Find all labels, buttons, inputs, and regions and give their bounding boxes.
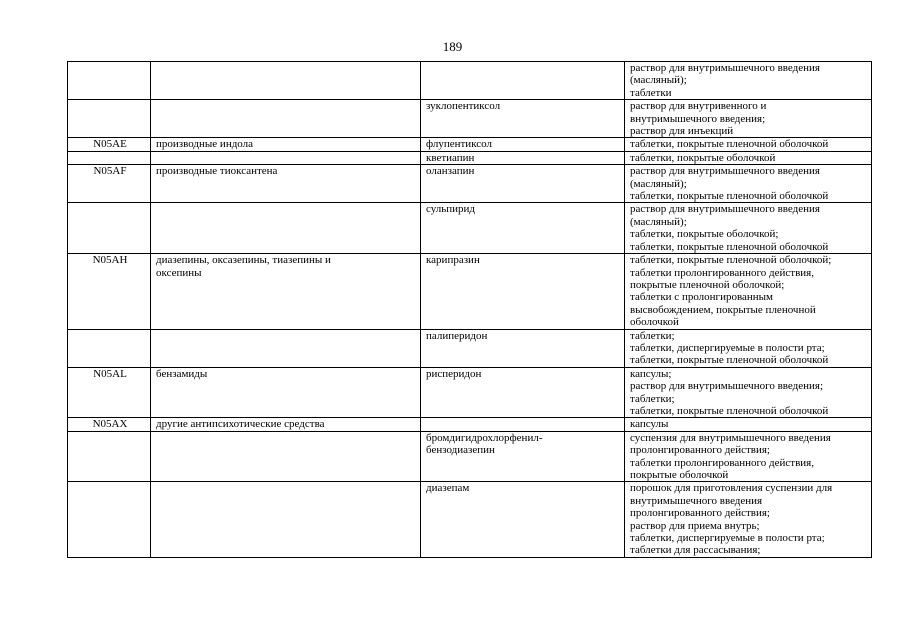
drug-name-cell: [421, 62, 625, 100]
atc-code-cell: [68, 203, 151, 254]
atc-code-cell: N05AE: [68, 138, 151, 151]
dosage-forms-cell: порошок для приготовления суспензии для внутримышечного введения пролонгированного действия; раствор для приема внутрь; таблетки, диспергируемые в полости рта; таблетки для рассасывания;: [625, 482, 872, 557]
table-row: [68, 329, 872, 367]
drug-name-cell: [421, 418, 625, 431]
dosage-forms-cell: таблетки, покрытые пленочной оболочкой: [625, 138, 872, 151]
drug-group-cell: диазепины, оксазепины, тиазепины и оксепины: [151, 254, 421, 329]
table-row: [68, 100, 872, 138]
table-row: [68, 62, 872, 100]
dosage-forms-cell: таблетки; таблетки, диспергируемые в полости рта; таблетки, покрытые пленочной оболочкой: [625, 329, 872, 367]
table-row: [68, 138, 872, 151]
drug-group-cell: [151, 329, 421, 367]
table-row: [68, 482, 872, 557]
drug-group-cell: [151, 203, 421, 254]
drug-group-cell: [151, 100, 421, 138]
atc-code-cell: [68, 100, 151, 138]
drug-group-cell: производные тиоксантена: [151, 165, 421, 203]
drug-group-cell: [151, 482, 421, 557]
drug-name-cell: рисперидон: [421, 367, 625, 418]
drug-name-cell: диазепам: [421, 482, 625, 557]
dosage-forms-cell: таблетки, покрытые пленочной оболочкой; таблетки пролонгированного действия, покрытые пленочной оболочкой; таблетки с пролонгированным высвобождением, покрытые пленочной оболочкой: [625, 254, 872, 329]
table-row: [68, 418, 872, 431]
table-row: [68, 367, 872, 418]
drug-name-cell: бромдигидрохлорфенил- бензодиазепин: [421, 431, 625, 482]
atc-code-cell: [68, 482, 151, 557]
drug-name-cell: сульпирид: [421, 203, 625, 254]
drug-table: [67, 61, 872, 558]
drug-group-cell: другие антипсихотические средства: [151, 418, 421, 431]
table-row: [68, 431, 872, 482]
page-number: 189: [442, 39, 463, 54]
dosage-forms-cell: капсулы; раствор для внутримышечного введения; таблетки; таблетки, покрытые пленочной оболочкой: [625, 367, 872, 418]
atc-code-cell: N05AH: [68, 254, 151, 329]
table-row: [68, 254, 872, 329]
dosage-forms-cell: капсулы: [625, 418, 872, 431]
drug-name-cell: палиперидон: [421, 329, 625, 367]
atc-code-cell: [68, 62, 151, 100]
atc-code-cell: N05AX: [68, 418, 151, 431]
drug-group-cell: [151, 431, 421, 482]
drug-group-cell: [151, 151, 421, 164]
dosage-forms-cell: раствор для внутримышечного введения (масляный); таблетки: [625, 62, 872, 100]
dosage-forms-cell: раствор для внутримышечного введения (масляный); таблетки, покрытые пленочной оболочкой: [625, 165, 872, 203]
drug-name-cell: кветиапин: [421, 151, 625, 164]
dosage-forms-cell: раствор для внутримышечного введения (масляный); таблетки, покрытые оболочкой; таблетки, покрытые пленочной оболочкой: [625, 203, 872, 254]
atc-code-cell: N05AF: [68, 165, 151, 203]
drug-name-cell: зуклопентиксол: [421, 100, 625, 138]
table-row: [68, 151, 872, 164]
table-row: [68, 203, 872, 254]
drug-table-body: [68, 62, 872, 558]
drug-name-cell: оланзапин: [421, 165, 625, 203]
drug-group-cell: производные индола: [151, 138, 421, 151]
drug-group-cell: [151, 62, 421, 100]
table-row: [68, 165, 872, 203]
atc-code-cell: [68, 151, 151, 164]
atc-code-cell: [68, 431, 151, 482]
atc-code-cell: N05AL: [68, 367, 151, 418]
drug-name-cell: карипразин: [421, 254, 625, 329]
atc-code-cell: [68, 329, 151, 367]
dosage-forms-cell: раствор для внутривенного и внутримышечного введения; раствор для инъекций: [625, 100, 872, 138]
dosage-forms-cell: таблетки, покрытые оболочкой: [625, 151, 872, 164]
dosage-forms-cell: суспензия для внутримышечного введения пролонгированного действия; таблетки пролонгированного действия, покрытые оболочкой: [625, 431, 872, 482]
drug-group-cell: бензамиды: [151, 367, 421, 418]
drug-name-cell: флупентиксол: [421, 138, 625, 151]
